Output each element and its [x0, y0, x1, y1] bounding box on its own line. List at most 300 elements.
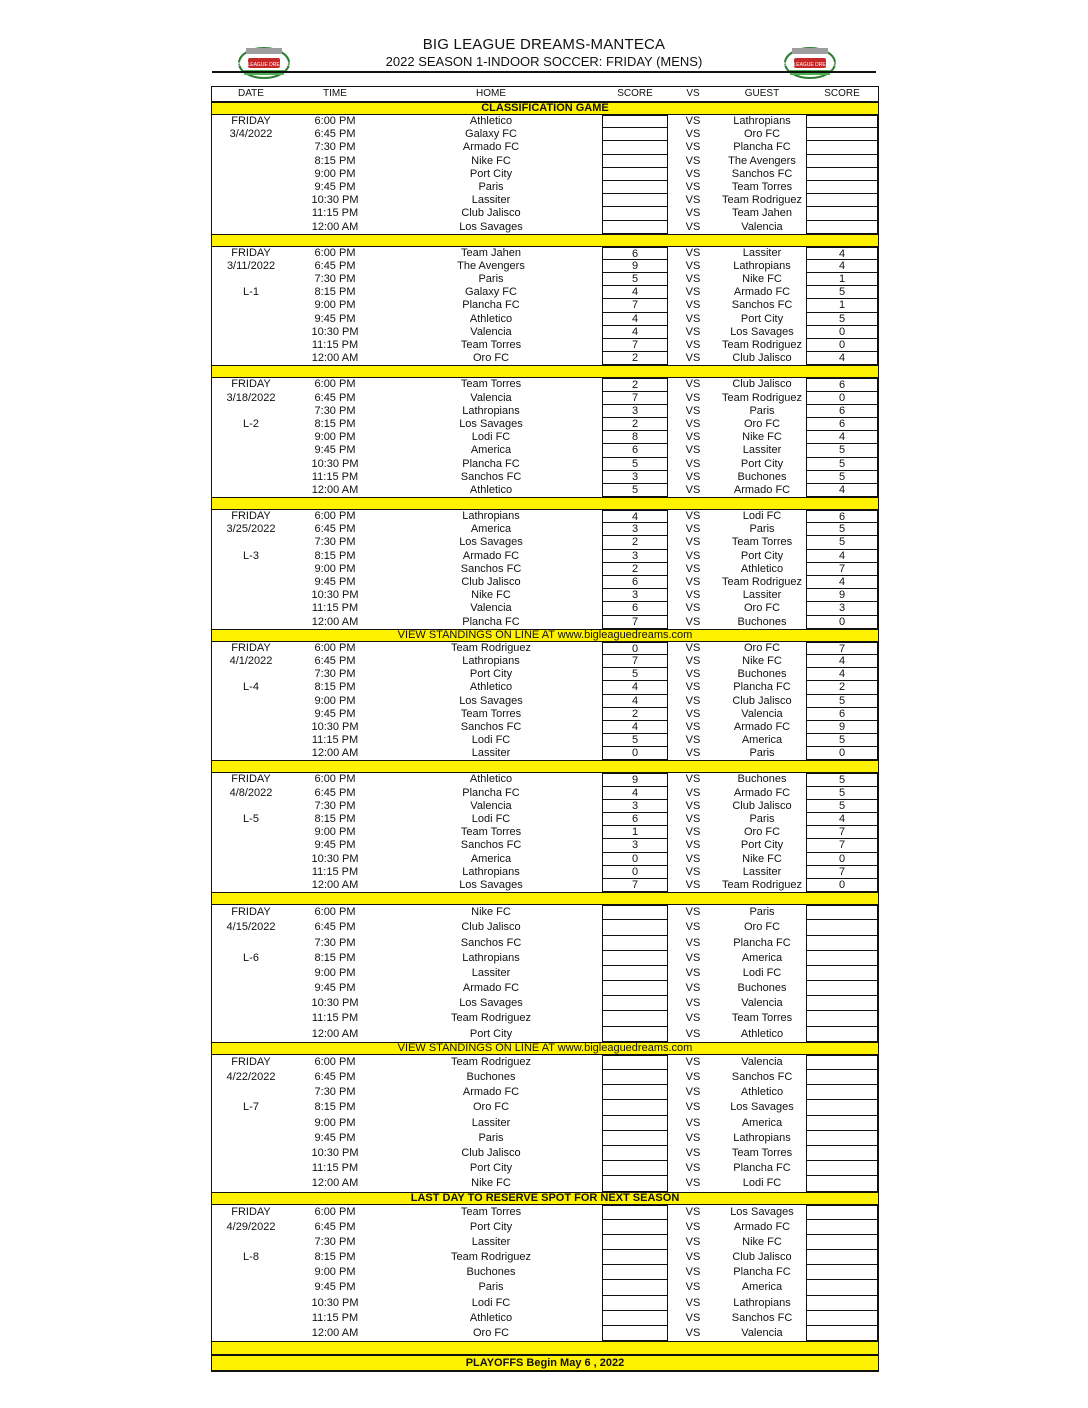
guest-team: Valencia: [741, 1327, 783, 1339]
date-cell: [212, 1176, 290, 1191]
game-row: [212, 378, 878, 391]
guest-score: [806, 1220, 878, 1235]
guest-team: Team Jahen: [732, 207, 792, 220]
guest-team: Port City: [740, 839, 784, 852]
time-cell: 6:45 PM: [314, 921, 356, 934]
home-team: Team Torres: [460, 1205, 522, 1218]
home-team: Athletico: [469, 115, 513, 127]
home-score: [602, 951, 668, 966]
time-cell: 11:15 PM: [311, 207, 359, 220]
home-team: Club Jalisco: [461, 576, 521, 588]
guest-team: Sanchos FC: [731, 1311, 793, 1324]
guest-team: Buchones: [737, 668, 787, 681]
guest-team: Plancha FC: [733, 681, 791, 694]
guest-team: Team Torres: [731, 180, 793, 193]
home-score: [602, 155, 668, 168]
guest-score: 7: [806, 563, 878, 576]
guest-score: [806, 155, 878, 168]
game-row: [212, 642, 878, 655]
date-label: 4/8/2022: [229, 786, 273, 799]
guest-score: 0: [806, 879, 878, 892]
vs-label: VS: [685, 220, 701, 233]
home-team: Port City: [469, 167, 513, 180]
time-cell: 10:30 PM: [311, 194, 359, 207]
week-label: L-6: [243, 951, 259, 964]
game-row: [212, 1100, 878, 1115]
home-team: Paris: [478, 1281, 504, 1294]
home-score: [602, 207, 668, 220]
game-row: [212, 563, 878, 576]
date-cell: [212, 576, 290, 589]
date-cell: [212, 181, 290, 194]
date-label: 4/1/2022: [229, 654, 273, 667]
game-row: [212, 168, 878, 181]
time-cell: 9:00 PM: [314, 1116, 356, 1129]
column-header-guest: GUEST: [744, 88, 780, 99]
schedule-table: [211, 86, 879, 1372]
vs-label: VS: [685, 654, 701, 667]
vs-label: VS: [685, 1101, 701, 1114]
home-score: 0: [602, 747, 668, 760]
home-score: [602, 1131, 668, 1146]
time-cell: 11:15 PM: [311, 339, 359, 351]
home-team: The Avengers: [457, 259, 525, 272]
date-label: 3/25/2022: [226, 523, 276, 536]
game-row: [212, 655, 878, 668]
column-header-score-home: SCORE: [617, 88, 653, 99]
time-cell: 8:15 PM: [314, 286, 356, 299]
home-team: Armado FC: [462, 982, 520, 995]
vs-label: VS: [685, 707, 701, 720]
home-team: Club Jalisco: [461, 207, 521, 220]
time-cell: 9:45 PM: [314, 576, 356, 588]
guest-team: Athletico: [740, 562, 784, 575]
guest-score: [806, 1100, 878, 1115]
home-team: Lathropians: [462, 865, 520, 878]
home-score: [602, 905, 668, 920]
guest-score: 9: [806, 721, 878, 734]
vs-label: VS: [685, 681, 701, 694]
home-team: Lodi FC: [471, 734, 511, 747]
home-team: America: [470, 852, 512, 865]
game-row: [212, 589, 878, 602]
date-cell: [212, 1116, 290, 1131]
section-divider: [212, 365, 878, 378]
home-team: Team Jahen: [461, 246, 521, 259]
guest-team: Club Jalisco: [732, 1251, 792, 1264]
day-label: FRIDAY: [231, 773, 271, 786]
guest-score: 5: [806, 444, 878, 457]
guest-team: Armado FC: [733, 720, 791, 733]
vs-label: VS: [685, 826, 701, 839]
guest-score: 5: [806, 286, 878, 299]
date-cell: [212, 313, 290, 326]
guest-team: Club Jalisco: [732, 694, 792, 707]
band-blank: [212, 1341, 878, 1355]
date-cell: [212, 589, 290, 602]
home-team: Sanchos FC: [460, 839, 522, 852]
home-team: Nike FC: [471, 1177, 511, 1190]
game-row: [212, 1311, 878, 1326]
guest-team: Nike FC: [742, 852, 782, 865]
vs-label: VS: [685, 1055, 701, 1068]
time-cell: 6:00 PM: [314, 378, 356, 391]
column-header-time: TIME: [323, 88, 347, 99]
guest-score: 7: [806, 866, 878, 879]
home-team: Port City: [469, 1162, 513, 1175]
home-team: Nike FC: [471, 906, 511, 919]
home-score: [602, 1235, 668, 1250]
guest-team: Lassiter: [742, 589, 782, 602]
home-team: Plancha FC: [462, 615, 520, 628]
guest-score: [806, 207, 878, 220]
guest-score: 4: [806, 484, 878, 497]
guest-score: [806, 1311, 878, 1326]
game-row: [212, 695, 878, 708]
column-header-score-guest: SCORE: [824, 88, 860, 99]
guest-team: Plancha FC: [733, 1266, 791, 1279]
home-team: Lathropians: [462, 404, 520, 417]
home-score: [602, 1176, 668, 1191]
week-label: L-8: [243, 1251, 259, 1264]
vs-label: VS: [685, 536, 701, 549]
time-cell: 11:15 PM: [311, 602, 359, 615]
home-team: Oro FC: [472, 352, 510, 365]
time-cell: 12:00 AM: [311, 878, 359, 891]
guest-score: 5: [806, 471, 878, 484]
vs-label: VS: [685, 1235, 701, 1248]
vs-label: VS: [685, 1296, 701, 1309]
home-score: [602, 1250, 668, 1265]
date-cell: [212, 616, 290, 629]
game-row: [212, 510, 878, 523]
time-cell: 12:00 AM: [311, 1177, 359, 1190]
guest-team: Team Rodriguez: [721, 391, 803, 404]
vs-label: VS: [685, 470, 701, 483]
day-label: FRIDAY: [231, 1055, 271, 1068]
time-cell: 12:00 AM: [311, 483, 359, 496]
time-cell: 7:30 PM: [314, 1086, 356, 1099]
day-label: FRIDAY: [231, 510, 271, 523]
time-cell: 9:45 PM: [314, 1281, 356, 1294]
time-cell: 9:45 PM: [314, 839, 356, 852]
time-cell: 12:00 AM: [311, 352, 359, 365]
game-row: [212, 1011, 878, 1026]
vs-label: VS: [685, 936, 701, 949]
game-row: [212, 286, 878, 299]
game-row: [212, 879, 878, 892]
guest-score: [806, 1250, 878, 1265]
home-team: Lassiter: [471, 1235, 511, 1248]
time-cell: 7:30 PM: [314, 273, 356, 286]
guest-score: 6: [806, 405, 878, 418]
vs-label: VS: [685, 1071, 701, 1083]
vs-label: VS: [685, 562, 701, 575]
guest-score: 4: [806, 431, 878, 444]
vs-label: VS: [685, 852, 701, 865]
time-cell: 8:15 PM: [314, 681, 356, 694]
time-cell: 11:15 PM: [311, 1311, 359, 1324]
section-banner: VIEW STANDINGS ON LINE AT www.bigleaguedreams.com: [212, 1042, 878, 1055]
home-team: Athletico: [469, 681, 513, 694]
time-cell: 9:00 PM: [314, 299, 356, 312]
vs-label: VS: [685, 1327, 701, 1339]
guest-team: Club Jalisco: [732, 378, 792, 391]
home-score: 2: [602, 378, 668, 391]
game-row: [212, 536, 878, 549]
guest-team: Oro FC: [743, 128, 781, 141]
guest-team: Plancha FC: [733, 936, 791, 949]
date-cell: [212, 168, 290, 181]
time-cell: 7:30 PM: [314, 1235, 356, 1248]
vs-label: VS: [685, 720, 701, 733]
date-cell: [212, 708, 290, 721]
guest-score: 5: [806, 458, 878, 471]
home-score: 7: [602, 616, 668, 629]
home-team: Buchones: [466, 1266, 516, 1279]
date-cell: [212, 839, 290, 852]
game-row: [212, 1055, 878, 1070]
game-row: [212, 966, 878, 981]
vs-label: VS: [685, 966, 701, 979]
page-title: BIG LEAGUE DREAMS-MANTECA: [422, 36, 666, 53]
home-score: 5: [602, 273, 668, 286]
column-header-vs: VS: [686, 88, 700, 99]
date-cell: [212, 721, 290, 734]
home-score: [602, 115, 668, 128]
time-cell: 10:30 PM: [311, 1146, 359, 1159]
game-row: [212, 773, 878, 786]
guest-score: [806, 996, 878, 1011]
home-score: 0: [602, 866, 668, 879]
home-team: Galaxy FC: [465, 128, 517, 141]
section-banner: CLASSIFICATION GAME: [212, 102, 878, 115]
home-score: [602, 1146, 668, 1161]
home-score: [602, 966, 668, 981]
guest-score: [806, 1146, 878, 1161]
guest-score: 5: [806, 800, 878, 813]
home-team: Lodi FC: [471, 813, 511, 825]
home-score: [602, 1085, 668, 1100]
guest-team: Armado FC: [733, 286, 791, 299]
guest-team: Team Torres: [731, 1146, 793, 1159]
game-row: [212, 260, 878, 273]
day-label: FRIDAY: [231, 641, 271, 654]
guest-team: Armado FC: [733, 786, 791, 799]
title-divider: [212, 71, 876, 73]
section-divider: [212, 497, 878, 510]
week-label: L-1: [243, 286, 259, 299]
home-team: Valencia: [470, 325, 512, 338]
guest-score: [806, 920, 878, 935]
guest-team: Team Rodriguez: [721, 339, 803, 351]
home-score: [602, 920, 668, 935]
game-row: [212, 181, 878, 194]
vs-label: VS: [685, 273, 701, 286]
home-team: Valencia: [470, 391, 512, 404]
guest-score: 4: [806, 668, 878, 681]
section-divider: [212, 760, 878, 773]
week-label: L-4: [243, 681, 259, 694]
date-cell: [212, 563, 290, 576]
guest-score: [806, 168, 878, 181]
guest-score: 5: [806, 787, 878, 800]
home-team: Paris: [478, 1131, 504, 1144]
game-row: [212, 313, 878, 326]
home-score: 4: [602, 787, 668, 800]
guest-team: Athletico: [740, 1086, 784, 1099]
vs-label: VS: [685, 1131, 701, 1144]
time-cell: 8:15 PM: [314, 951, 356, 964]
guest-score: 7: [806, 839, 878, 852]
home-team: Plancha FC: [462, 786, 520, 799]
vs-label: VS: [685, 1220, 701, 1233]
vs-label: VS: [685, 115, 701, 127]
game-row: [212, 1176, 878, 1191]
time-cell: 6:00 PM: [314, 246, 356, 259]
home-team: Port City: [469, 1220, 513, 1233]
home-team: Los Savages: [459, 694, 523, 707]
vs-label: VS: [685, 312, 701, 325]
guest-team: Los Savages: [730, 325, 794, 338]
guest-score: 0: [806, 853, 878, 866]
game-row: [212, 576, 878, 589]
guest-score: 0: [806, 392, 878, 405]
home-score: 7: [602, 299, 668, 312]
vs-label: VS: [685, 457, 701, 470]
time-cell: 10:30 PM: [311, 1296, 359, 1309]
home-team: Nike FC: [471, 154, 511, 167]
time-cell: 11:15 PM: [311, 470, 359, 483]
home-score: [602, 1161, 668, 1176]
vs-label: VS: [685, 602, 701, 615]
logo-text: BIG LEAGUE DREAMS: [783, 62, 837, 68]
date-cell: [212, 1326, 290, 1341]
time-cell: 8:15 PM: [314, 549, 356, 562]
home-team: Team Rodriguez: [450, 1012, 532, 1025]
time-cell: 9:45 PM: [314, 444, 356, 457]
home-team: Lodi FC: [471, 431, 511, 444]
game-row: [212, 405, 878, 418]
game-row: [212, 981, 878, 996]
date-cell: [212, 996, 290, 1011]
guest-score: 6: [806, 418, 878, 431]
playoffs-banner: PLAYOFFS Begin May 6 , 2022: [212, 1355, 878, 1371]
time-cell: 10:30 PM: [311, 457, 359, 470]
home-score: 5: [602, 458, 668, 471]
home-score: 4: [602, 695, 668, 708]
game-row: [212, 668, 878, 681]
vs-label: VS: [685, 325, 701, 338]
time-cell: 9:00 PM: [314, 966, 356, 979]
day-label: FRIDAY: [231, 1205, 271, 1218]
guest-team: Armado FC: [733, 1220, 791, 1233]
date-cell: [212, 1265, 290, 1280]
guest-team: Paris: [749, 523, 775, 536]
vs-label: VS: [685, 339, 701, 351]
home-score: 1: [602, 826, 668, 839]
vs-label: VS: [685, 167, 701, 180]
guest-team: Buchones: [737, 470, 787, 483]
home-score: [602, 168, 668, 181]
guest-score: [806, 936, 878, 951]
vs-label: VS: [685, 154, 701, 167]
home-score: 5: [602, 484, 668, 497]
guest-team: Lathropians: [733, 1296, 791, 1309]
guest-score: 2: [806, 681, 878, 694]
home-score: 9: [602, 773, 668, 786]
time-cell: 8:15 PM: [314, 1251, 356, 1264]
guest-score: [806, 1296, 878, 1311]
column-header-home: HOME: [476, 88, 506, 99]
home-score: 5: [602, 734, 668, 747]
time-cell: 9:45 PM: [314, 707, 356, 720]
game-row: [212, 616, 878, 629]
home-team: Club Jalisco: [461, 921, 521, 934]
guest-team: Lassiter: [742, 865, 782, 878]
guest-team: Lathropians: [733, 115, 791, 127]
game-row: [212, 1235, 878, 1250]
game-row: [212, 1070, 878, 1085]
home-score: 3: [602, 800, 668, 813]
guest-score: [806, 1205, 878, 1220]
time-cell: 9:45 PM: [314, 180, 356, 193]
home-team: Team Torres: [460, 378, 522, 391]
game-row: [212, 721, 878, 734]
date-cell: [212, 1311, 290, 1326]
guest-team: Sanchos FC: [731, 299, 793, 312]
guest-team: Port City: [740, 312, 784, 325]
game-row: [212, 1250, 878, 1265]
date-cell: [212, 141, 290, 154]
guest-score: 0: [806, 616, 878, 629]
home-score: 2: [602, 563, 668, 576]
home-score: 5: [602, 668, 668, 681]
time-cell: 8:15 PM: [314, 1101, 356, 1114]
vs-label: VS: [685, 668, 701, 681]
home-team: Plancha FC: [462, 299, 520, 312]
vs-label: VS: [685, 1162, 701, 1175]
vs-label: VS: [685, 259, 701, 272]
time-cell: 10:30 PM: [311, 325, 359, 338]
guest-score: 4: [806, 576, 878, 589]
game-row: [212, 1027, 878, 1042]
home-team: Los Savages: [459, 878, 523, 891]
vs-label: VS: [685, 865, 701, 878]
guest-team: Los Savages: [730, 1101, 794, 1114]
guest-score: [806, 1326, 878, 1341]
home-team: Lassiter: [471, 966, 511, 979]
home-score: 6: [602, 444, 668, 457]
time-cell: 11:15 PM: [311, 1012, 359, 1025]
home-team: Team Torres: [460, 826, 522, 839]
home-team: Lathropians: [462, 510, 520, 523]
home-team: America: [470, 444, 512, 457]
home-team: Sanchos FC: [460, 470, 522, 483]
section-banner: LAST DAY TO RESERVE SPOT FOR NEXT SEASON: [212, 1192, 878, 1205]
guest-score: 5: [806, 773, 878, 786]
home-team: Team Torres: [460, 707, 522, 720]
time-cell: 9:00 PM: [314, 1266, 356, 1279]
vs-label: VS: [685, 1177, 701, 1190]
time-cell: 9:45 PM: [314, 1131, 356, 1144]
time-cell: 6:45 PM: [314, 786, 356, 799]
date-cell: [212, 1146, 290, 1161]
game-row: [212, 141, 878, 154]
time-cell: 9:45 PM: [314, 312, 356, 325]
time-cell: 11:15 PM: [311, 734, 359, 747]
vs-label: VS: [685, 839, 701, 852]
